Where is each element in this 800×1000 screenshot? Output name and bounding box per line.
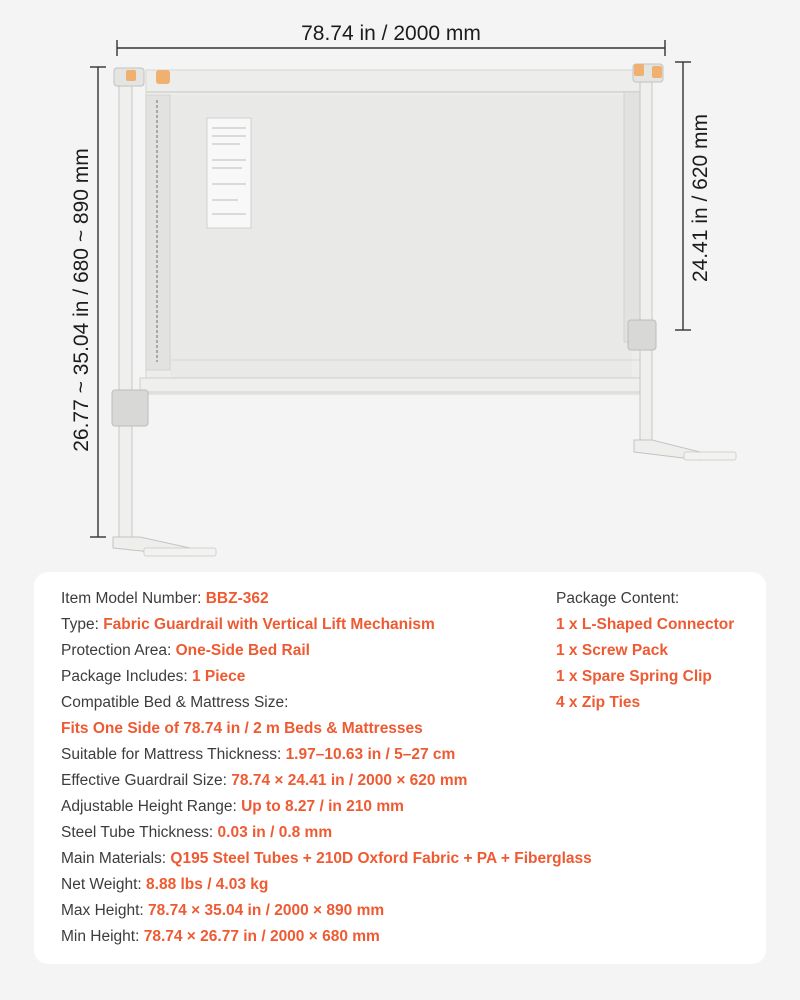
specification-card — [34, 572, 766, 964]
spec-row-height-range: Adjustable Height Range: Up to 8.27 / in 210 mm — [61, 798, 404, 815]
guardrail-height-label: 24.41 in / 620 mm — [689, 113, 712, 283]
spec-row-guardrail-size: Effective Guardrail Size: 78.74 × 24.41 in / 2000 × 620 mm — [61, 772, 468, 789]
spec-row-max-height: Max Height: 78.74 × 35.04 in / 2000 × 890 mm — [61, 902, 385, 919]
spec-row-net-weight: Net Weight: 8.88 lbs / 4.03 kg — [61, 876, 269, 893]
package-item: 1 x L-Shaped Connector — [556, 616, 735, 633]
spec-row-type: Type: Fabric Guardrail with Vertical Lift Mechanism — [61, 616, 435, 633]
package-item: 4 x Zip Ties — [556, 694, 641, 711]
bed-rail-drawing — [112, 64, 736, 556]
spec-row-compatible-size-label: Compatible Bed & Mattress Size: — [61, 694, 289, 711]
spec-row-compatible-size-value: Fits One Side of 78.74 in / 2 m Beds & Mattresses — [61, 720, 423, 737]
spec-row-tube-thickness: Steel Tube Thickness: 0.03 in / 0.8 mm — [61, 824, 333, 841]
height-range-label: 26.77 ~ 35.04 in / 680 ~ 890 mm — [70, 148, 93, 452]
package-item: 1 x Spare Spring Clip — [556, 668, 712, 685]
spec-row-min-height: Min Height: 78.74 × 26.77 in / 2000 × 680 mm — [61, 928, 380, 945]
spec-row-package-includes: Package Includes: 1 Piece — [61, 668, 246, 685]
spec-row-model-number: Item Model Number: BBZ-362 — [61, 590, 269, 607]
care-label — [207, 118, 251, 228]
width-dimension-label: 78.74 in / 2000 mm — [301, 22, 481, 45]
spec-row-main-materials: Main Materials: Q195 Steel Tubes + 210D Oxford Fabric + PA + Fiberglass — [61, 850, 592, 867]
spec-row-protection-area: Protection Area: One-Side Bed Rail — [61, 642, 310, 659]
package-content — [556, 586, 766, 716]
package-content-title: Package Content: — [556, 590, 680, 607]
package-item: 1 x Screw Pack — [556, 642, 669, 659]
spec-row-mattress-thickness: Suitable for Mattress Thickness: 1.97–10.63 in / 5–27 cm — [61, 746, 456, 763]
spec-list — [61, 586, 592, 950]
